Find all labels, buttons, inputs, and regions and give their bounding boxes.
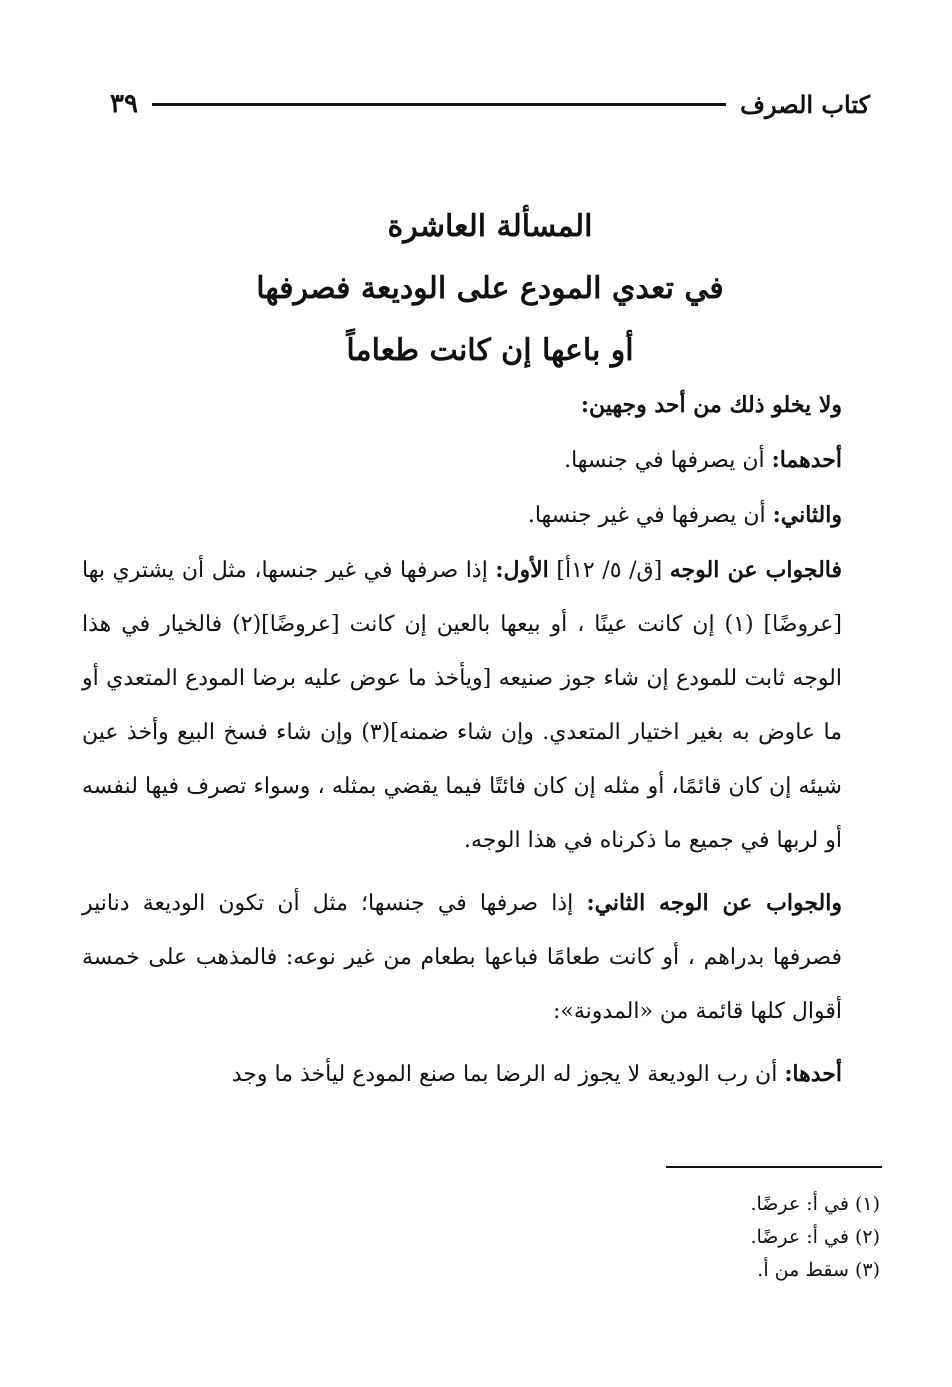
footnote-1: (١) في أ: عرضًا.	[750, 1193, 880, 1215]
footnote-rule	[666, 1166, 882, 1168]
case-one-text: أن يصرفها في جنسها.	[564, 448, 765, 473]
body-text	[82, 378, 842, 1102]
case-one-lead: أحدهما:	[771, 447, 842, 473]
footnote-3: (٣) سقط من أ.	[757, 1259, 880, 1281]
opinion-one-text: أن رب الوديعة لا يجوز له الرضا بما صنع المودع ليأخذ ما وجد	[231, 1062, 778, 1087]
heading-line-1: المسألة العاشرة	[387, 209, 593, 244]
answer-one-paragraph	[82, 543, 842, 868]
case-two-lead: والثاني:	[772, 502, 842, 528]
case-one-paragraph	[82, 433, 842, 488]
answer-two-lead: والجواب عن الوجه الثاني:	[586, 890, 842, 916]
answer-two-text: إذا صرفها في جنسها؛ مثل أن تكون الوديعة دنانير فصرفها بدراهم ، أو كانت طعامًا فباعها بطعام من غير نوعه: فالمذهب على خمسة أقوال كلها قائمة من «المدونة»:	[82, 891, 842, 1024]
intro-paragraph	[82, 378, 842, 433]
running-header-title: كتاب الصرف	[740, 89, 870, 119]
answer-one-lead: فالجواب عن الوجه	[669, 557, 842, 583]
answer-one-lead-2: الأول:	[495, 557, 549, 583]
answer-two-paragraph	[82, 876, 842, 1039]
heading-line-2: في تعدي المودع على الوديعة فصرفها	[256, 271, 724, 306]
page-number: ٣٩	[110, 89, 138, 119]
header-rule	[152, 103, 726, 106]
intro-text: ولا يخلو ذلك من أحد وجهين:	[580, 392, 842, 418]
case-two-text: أن يصرفها في غير جنسها.	[527, 503, 766, 528]
opinion-one-lead: أحدها:	[784, 1061, 842, 1087]
section-heading	[110, 196, 870, 382]
footnotes	[480, 1188, 880, 1287]
manuscript-reference: [ق/ ٥/ ١٢أ]	[556, 558, 663, 583]
heading-line-3: أو باعها إن كانت طعاماً	[346, 333, 634, 368]
answer-one-text: إذا صرفها في غير جنسها، مثل أن يشتري بها [عروضًا] (١) إن كانت عينًا ، أو بيعها بالعين إن كانت [عروضًا](٢) فالخيار في هذا الوجه ثابت للمودع إن شاء جوز صنيعه [ويأخذ ما عوض عليه برضا المودع المتعدي أو ما عاوض به بغير اختيار المتعدي. وإن شاء ضمنه](٣) وإن شاء فسخ البيع وأخذ عين شيئه إن كان قائمًا، أو مثله إن كان فائتًا فيما يقضي بمثله ، وسواء تصرف فيها لنفسه أو لربها في جميع ما ذكرناه في هذا الوجه.	[82, 558, 842, 853]
footnote-2: (٢) في أ: عرضًا.	[750, 1226, 880, 1248]
running-header	[110, 86, 870, 122]
opinion-one-paragraph	[82, 1047, 842, 1102]
case-two-paragraph	[82, 488, 842, 543]
